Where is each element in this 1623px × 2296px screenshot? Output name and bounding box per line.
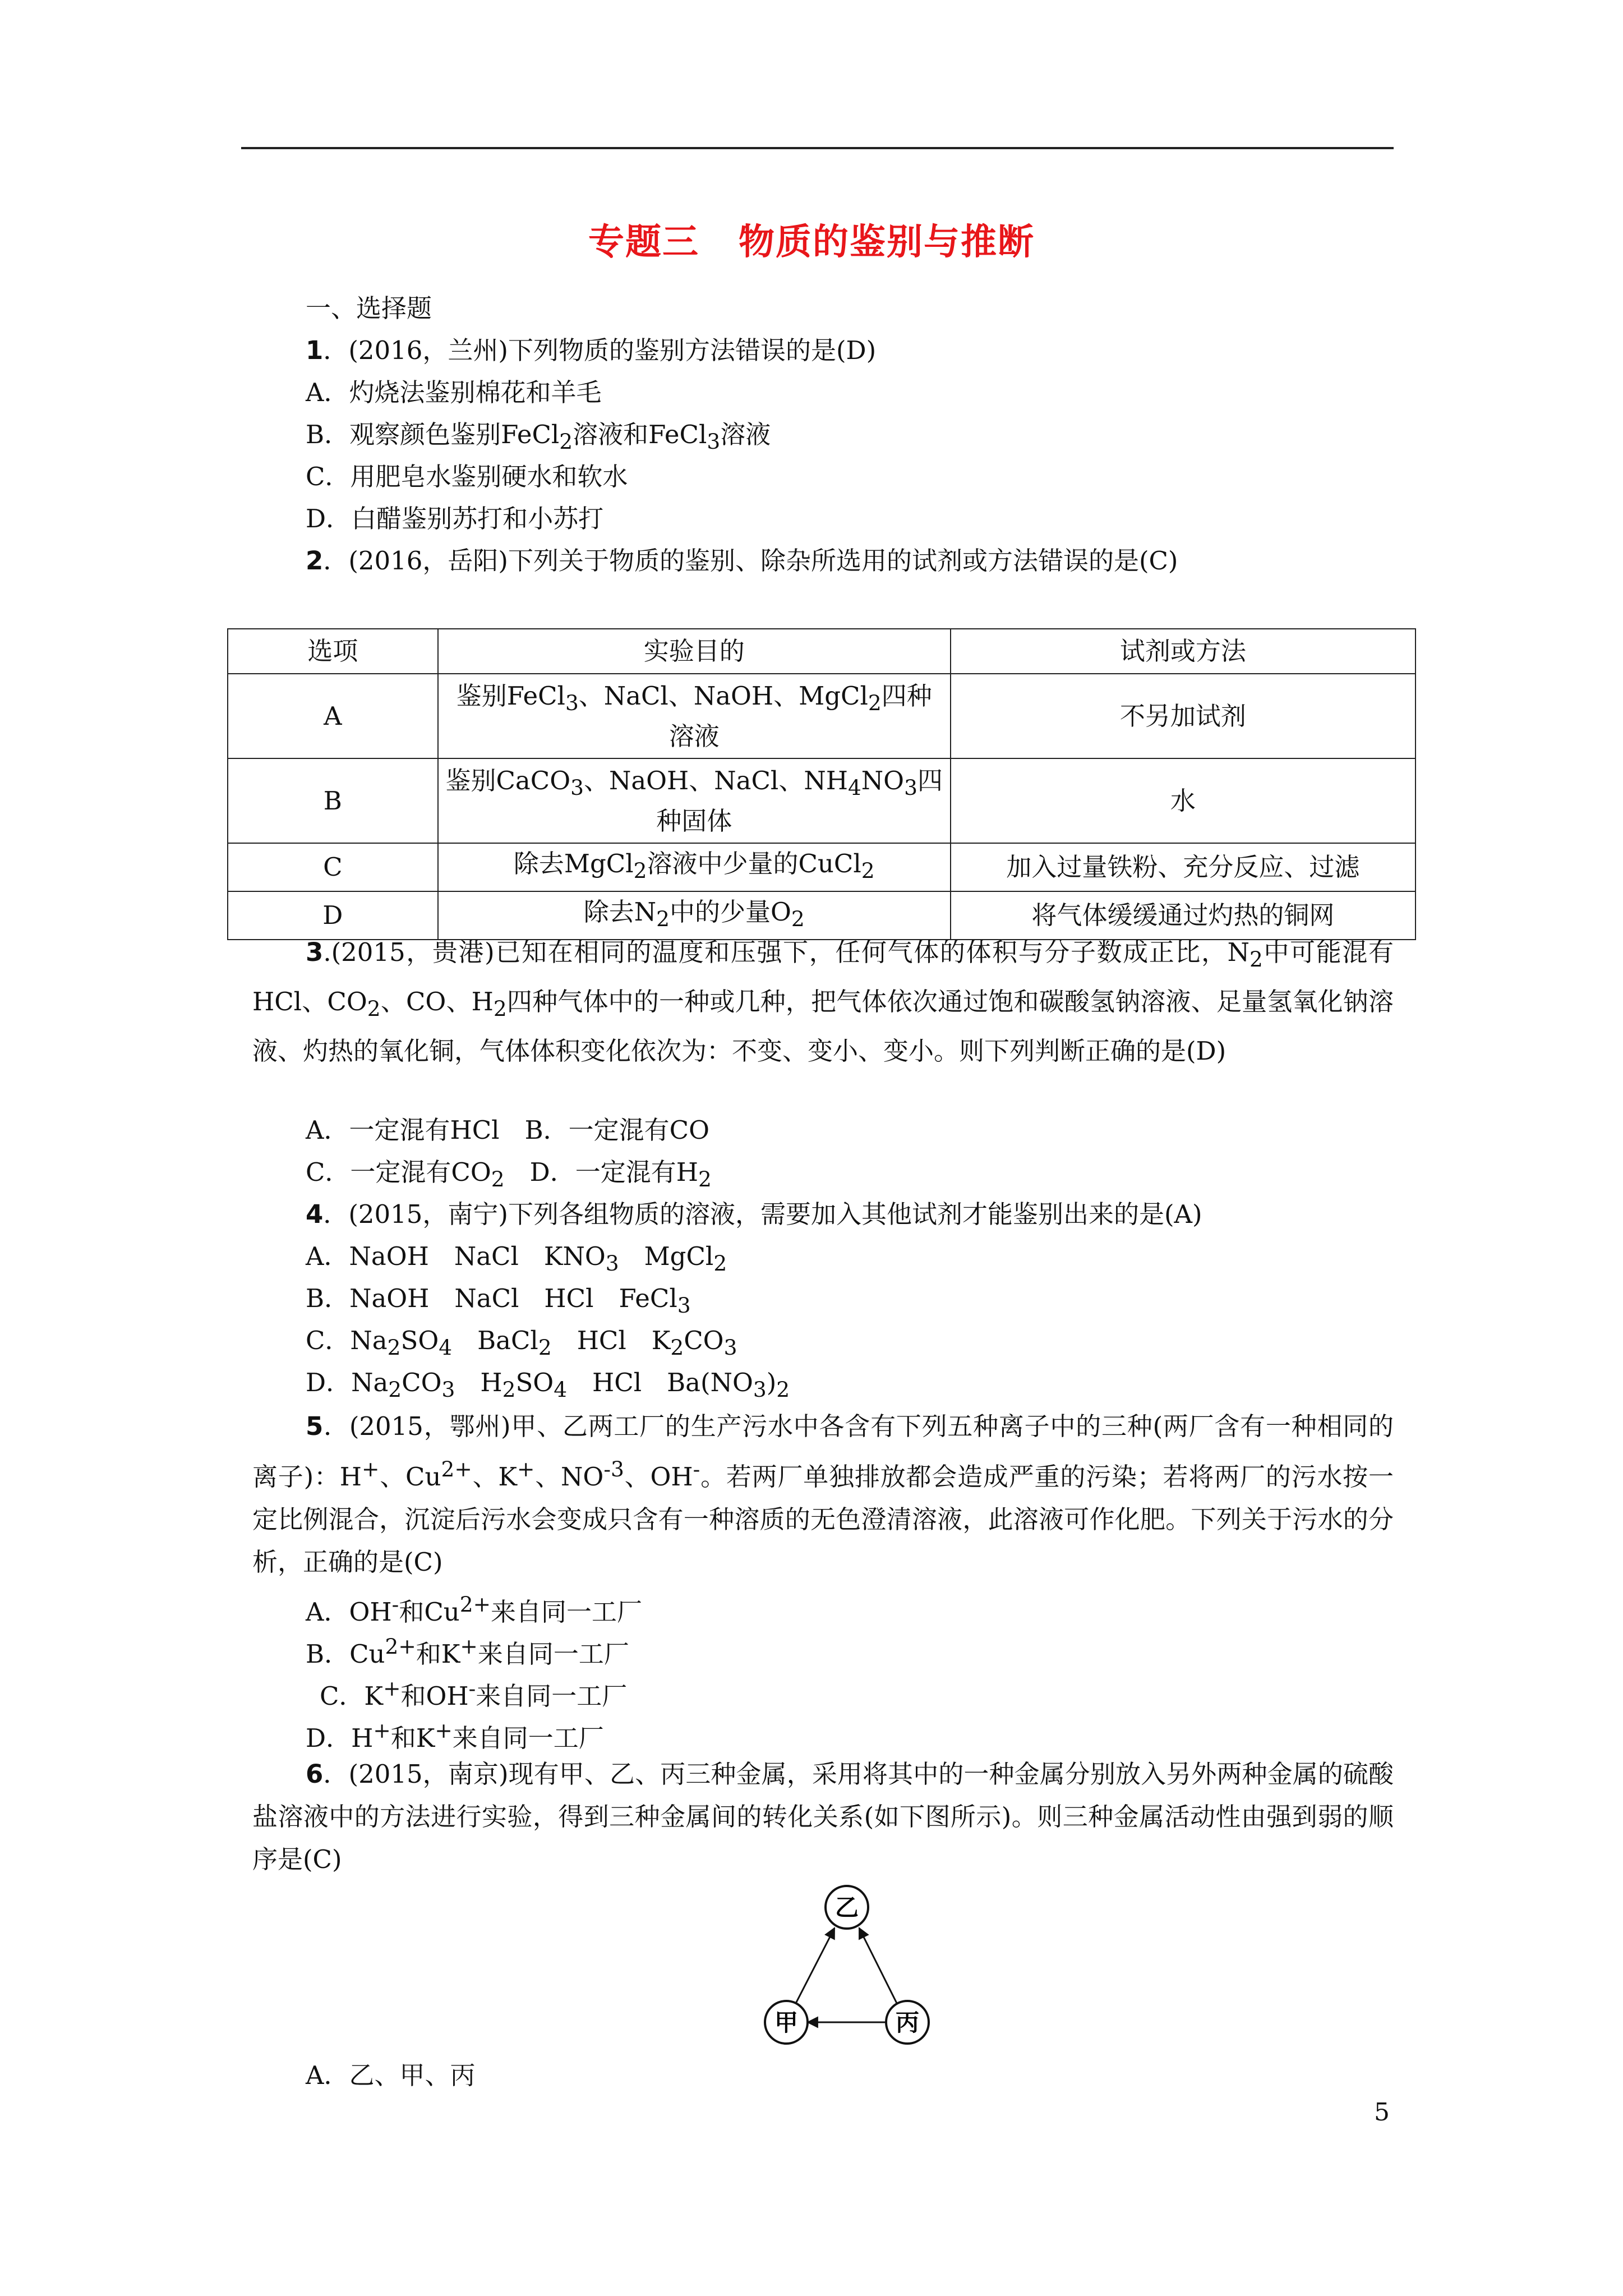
q1-option-b: B．观察颜色鉴别FeCl$_2$溶液和FeCl$_3$溶液 <box>306 420 771 454</box>
q4-option-d: D．$Na_2CO_3$ $H_2SO_4$ HCl $Ba(NO_3)_2$ <box>306 1368 790 1402</box>
q6-option-a: A．乙、甲、丙 <box>306 2060 476 2090</box>
table-cell: B <box>228 758 438 843</box>
q5-option-a: A．OH-和$Cu^{2+}$来自同一工厂 <box>306 1592 643 1627</box>
q5-option-b: B．$Cu^{2+}$和K+来自同一工厂 <box>306 1634 629 1669</box>
arrow-left-to-top <box>793 1928 834 2009</box>
page-number: 5 <box>1374 2098 1390 2127</box>
q4-option-c: C．$Na_2SO_4$ BaCl$_2$ HCl $K_2CO_3$ <box>306 1326 737 1360</box>
table-row <box>228 674 1415 758</box>
table-cell: 将气体缓缓通过灼热的铜网 <box>951 891 1415 940</box>
table-header-cell: 选项 <box>228 629 438 674</box>
node-top-label: 乙 <box>834 1894 859 1921</box>
table-cell: 加入过量铁粉、充分反应、过滤 <box>951 843 1415 891</box>
node-left-label: 甲 <box>774 2009 799 2036</box>
q6-stem: 6．(2015，南京)现有甲、乙、丙三种金属，采用将其中的一种金属分别放入另外两种金属的硫酸盐溶液中的方法进行实验，得到三种金属间的转化关系(如下图所示)。则三种金属活动性由强到弱的顺序是(C) <box>252 1759 1394 1874</box>
table-row <box>228 843 1415 891</box>
q5-option-d: D．H+和K+来自同一工厂 <box>306 1718 604 1753</box>
table-cell: 除去MgCl$_2$溶液中少量的CuCl$_2$ <box>438 843 951 891</box>
header-rule <box>241 147 1394 149</box>
q3-options-cd: C．一定混有$CO_2$ D．一定混有$H_2$ <box>306 1157 712 1191</box>
table-header-cell: 实验目的 <box>438 629 951 674</box>
q3-options-ab: A．一定混有HCl B．一定混有CO <box>306 1115 709 1145</box>
q2-table <box>227 628 1416 940</box>
q1-option-c: C．用肥皂水鉴别硬水和软水 <box>306 462 628 491</box>
table-cell: 除去$N_2$中的少量$O_2$ <box>438 891 951 940</box>
table-cell: C <box>228 843 438 891</box>
q1-option-d: D．白醋鉴别苏打和小苏打 <box>306 504 604 533</box>
table-cell: 鉴别CaCO$_3$、NaOH、NaCl、$NH_4NO_3$四种固体 <box>438 758 951 843</box>
q4-stem: 4．(2015，南宁)下列各组物质的溶液，需要加入其他试剂才能鉴别出来的是(A) <box>306 1199 1202 1229</box>
q3-stem: 3.(2015，贵港)已知在相同的温度和压强下，任何气体的体积与分子数成正比，$N_2$中可能混有HCl、$CO_2$、CO、$H_2$四种气体中的一种或几种，把气体依次通过饱和碳酸氢钠溶液、足量氢氧化钠溶液、灼热的氧化铜，气体体积变化依次为：不变、变小、变小。则下列判断正确的是(D) <box>252 937 1394 1066</box>
table-cell: 不另加试剂 <box>951 674 1415 758</box>
table-row <box>228 758 1415 843</box>
q5-option-c: C．K+和OH-来自同一工厂 <box>320 1676 628 1711</box>
table-cell: 鉴别FeCl$_3$、NaCl、NaOH、MgCl$_2$四种溶液 <box>438 674 951 758</box>
table-header-row <box>228 629 1415 674</box>
node-right-label: 丙 <box>895 2009 920 2036</box>
q4-option-a: A．NaOH NaCl $KNO_3$ MgCl$_2$ <box>306 1241 727 1276</box>
arrow-right-to-top <box>859 1928 900 2009</box>
page-title: 专题三 物质的鉴别与推断 <box>588 222 1035 263</box>
metal-conversion-diagram <box>751 1876 942 2050</box>
table-header-cell: 试剂或方法 <box>951 629 1415 674</box>
table-cell: A <box>228 674 438 758</box>
table-cell: 水 <box>951 758 1415 843</box>
q4-option-b: B．NaOH NaCl HCl FeCl$_3$ <box>306 1283 691 1318</box>
q1-stem: 1．(2016，兰州)下列物质的鉴别方法错误的是(D) <box>306 335 877 365</box>
section-heading: 一、选择题 <box>306 293 432 323</box>
table-cell: D <box>228 891 438 940</box>
q5-stem: 5．(2015，鄂州)甲、乙两工厂的生产污水中各含有下列五种离子中的三种(两厂含有一种相同的离子)：H+、$Cu^{2+}$、K+、$NO^{-3}$、OH-。若两厂单独排放都会造成严重的污染；若将两厂的污水按一定比例混合，沉淀后污水会变成只含有一种溶质的无色澄清溶液，此溶液可作化肥。下列关于污水的分析，正确的是(C) <box>252 1411 1394 1577</box>
q1-option-a: A．灼烧法鉴别棉花和羊毛 <box>306 378 602 407</box>
q2-stem: 2．(2016，岳阳)下列关于物质的鉴别、除杂所选用的试剂或方法错误的是(C) <box>306 546 1178 576</box>
